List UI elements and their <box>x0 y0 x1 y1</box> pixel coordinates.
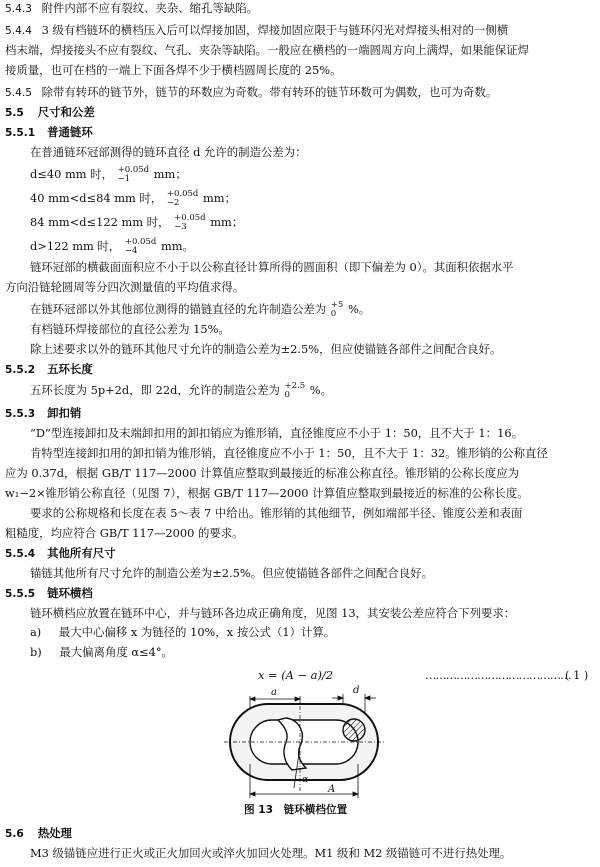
list-marker: a) <box>30 625 42 639</box>
list-marker: b) <box>30 645 42 659</box>
paragraph-line: 应为 0.37d，根据 GB/T 117—2000 计算值应整取到最接近的标准公称直径。锥形销的公称长度应为 <box>5 466 520 480</box>
paragraph-text: %。 <box>309 383 333 397</box>
paragraph-text: 附件内部不应有裂纹、夹杂、缩孔等缺陷。 <box>41 1 259 15</box>
tolerance-stack <box>167 190 199 208</box>
tolerance-stack <box>174 214 206 232</box>
formula-1: x = (A − a)/2 <box>258 668 333 682</box>
section-title: 热处理 <box>37 826 72 840</box>
list-text: 最大偏离角度 α≤4°。 <box>59 645 173 659</box>
section-5-5-5-heading <box>5 586 93 602</box>
paragraph-line: M3 级锚链应进行正火或正火加回火或淬火加回火处理。M1 级和 M2 级锚链可不进行热处理。 <box>30 846 512 860</box>
list-item-a <box>30 625 335 640</box>
section-5-4-3 <box>5 1 258 17</box>
section-5-4-5 <box>5 85 497 101</box>
formula-condition: 84 mm<d≤122 mm 时， <box>30 215 170 229</box>
label-alpha: α <box>302 775 309 785</box>
tolerance-upper: +0.05d <box>166 189 199 199</box>
tolerance-formula-3 <box>30 211 243 233</box>
paragraph-line: 档末端，焊接接头不应有裂纹、气孔、夹杂等缺陷。一般应在横档的一端圆周方向上满焊，如果能保证焊 <box>5 43 529 57</box>
paragraph-line: 粗糙度，均应符合 GB/T 117—2000 的要求。 <box>5 526 244 540</box>
section-5-5-1-heading <box>5 125 93 141</box>
formula-condition: d>122 mm 时， <box>30 239 121 253</box>
paragraph-text: 3 级有档链环的横档压入后可以焊接加固，焊接加固应限于与链环闪光对焊接头相对的一侧横 <box>41 23 509 37</box>
tolerance-lower: −2 <box>166 198 180 208</box>
tolerance-lower: −4 <box>124 246 138 256</box>
paragraph-line: 肯特型连接卸扣用的卸扣销为锥形销，直径锥度应不小于 1：50，且不大于 1：32。锥形销的公称直径 <box>30 446 548 460</box>
paragraph-line: “D”型连接卸扣及末端卸扣用的卸扣销应为锥形销，直径锥度应不小于 1：50，且不大于 1：16。 <box>30 426 523 440</box>
section-number: 5.5.5 <box>5 588 36 600</box>
section-number: 5.4.3 <box>5 3 32 15</box>
section-5-5-heading <box>5 105 95 121</box>
tolerance-lower: 0 <box>284 390 290 400</box>
section-number: 5.6 <box>5 828 24 840</box>
formula-number: ( 1 ) <box>565 668 589 682</box>
paragraph-tolerance <box>30 299 370 319</box>
paragraph-text: 在链环冠部以外其他部位测得的锚链直径的允许制造公差为 <box>30 302 327 316</box>
tolerance-lower: −1 <box>117 174 131 184</box>
formula-unit: mm； <box>153 167 187 181</box>
section-5-4-4 <box>5 23 508 39</box>
tolerance-lower: −3 <box>174 222 187 232</box>
tolerance-upper: +2.5 <box>284 381 306 391</box>
tolerance-upper: +0.05d <box>174 213 206 223</box>
paragraph-text: 除带有转环的链节外，链节的环数应为奇数。带有转环的链节环数可为偶数，也可为奇数。 <box>41 85 498 99</box>
paragraph-tolerance <box>30 380 332 400</box>
cross-section-hatch <box>343 719 365 741</box>
section-5-5-4-heading <box>5 546 116 562</box>
section-number: 5.5.3 <box>5 408 36 420</box>
paragraph-text: %。 <box>347 302 371 316</box>
formula-unit: mm； <box>210 215 244 229</box>
label-a: a <box>271 687 277 698</box>
tolerance-formula-1 <box>30 163 187 185</box>
tolerance-upper: +0.05d <box>117 165 150 175</box>
tolerance-formula-4 <box>30 235 194 257</box>
figure-caption: 图 13 链环横档位置 <box>244 804 348 816</box>
section-number: 5.5.1 <box>5 127 36 139</box>
section-5-5-2-heading <box>5 362 93 378</box>
tolerance-stack <box>125 238 157 256</box>
formula-dot-leader: …………………………………… <box>425 668 571 682</box>
section-number: 5.5 <box>5 107 24 119</box>
paragraph-line: 在普通链环冠部测得的链环直径 d 允许的制造公差为： <box>30 145 307 159</box>
section-5-5-3-heading <box>5 406 81 422</box>
label-A: A <box>328 784 336 795</box>
formula-condition: 40 mm<d≤84 mm 时， <box>30 191 163 205</box>
tolerance-stack <box>118 166 150 184</box>
paragraph-text: 五环长度为 5p+2d，即 22d，允许的制造公差为 <box>30 383 280 397</box>
tolerance-upper: +0.05d <box>124 237 157 247</box>
tolerance-formula-2 <box>30 187 236 209</box>
paragraph-line: 链环冠部的横截面面积应不小于以公称直径计算所得的圆面积（即下偏差为 0）。其面积依据水平 <box>30 260 514 274</box>
paragraph-line: 除上述要求以外的链环其他尺寸允许的制造公差为±2.5%，但应使锚链各部件之间配合良好。 <box>30 342 502 356</box>
section-title: 尺寸和公差 <box>37 105 95 119</box>
paragraph-line: 链环横档应放置在链环中心，并与链环各边成正确角度，见图 13，其安装公差应符合下列要求： <box>30 606 516 620</box>
tolerance-stack <box>285 382 306 400</box>
chain-link-figure <box>222 684 392 800</box>
paragraph-line: w₁−2×锥形销公称直径（见图 7），根据 GB/T 117—2000 计算值应整取到最接近的标准的公称长度。 <box>5 486 529 500</box>
tolerance-lower: 0 <box>330 309 337 319</box>
section-title: 其他所有尺寸 <box>47 546 116 560</box>
section-title: 链环横档 <box>47 586 93 600</box>
label-d: d <box>353 685 360 696</box>
section-title: 普通链环 <box>47 125 93 139</box>
paragraph-line: 锚链其他所有尺寸允许的制造公差为±2.5%。但应使锚链各部件之间配合良好。 <box>30 566 433 580</box>
formula-condition: d≤40 mm 时， <box>30 167 113 181</box>
section-number: 5.5.4 <box>5 548 36 560</box>
section-number: 5.4.4 <box>5 25 32 37</box>
section-title: 卸扣销 <box>47 406 82 420</box>
list-text: 最大中心偏移 x 为链径的 10%，x 按公式（1）计算。 <box>58 625 336 639</box>
paragraph-line: 要求的公称规格和长度在表 5～表 7 中给出。锥形销的其他细节，例如端部半径、锥度公差和表面 <box>30 506 523 520</box>
paragraph-line: 接质量，也可在档的一端上下面各焊不少于横档圆周长度的 25%。 <box>5 63 342 77</box>
section-title: 五环长度 <box>47 362 93 376</box>
tolerance-upper: +5 <box>330 300 344 310</box>
tolerance-stack <box>331 301 344 319</box>
formula-unit: mm。 <box>160 239 194 253</box>
section-number: 5.4.5 <box>5 87 32 99</box>
section-5-6-heading <box>5 826 72 842</box>
paragraph-line: 方向沿链轮圆周等分四次测量值的平均值求得。 <box>5 280 245 294</box>
paragraph-line: 有档链环焊接部位的直径公差为 15%。 <box>30 322 230 336</box>
section-number: 5.5.2 <box>5 364 36 376</box>
list-item-b <box>30 645 173 660</box>
formula-unit: mm； <box>202 191 236 205</box>
